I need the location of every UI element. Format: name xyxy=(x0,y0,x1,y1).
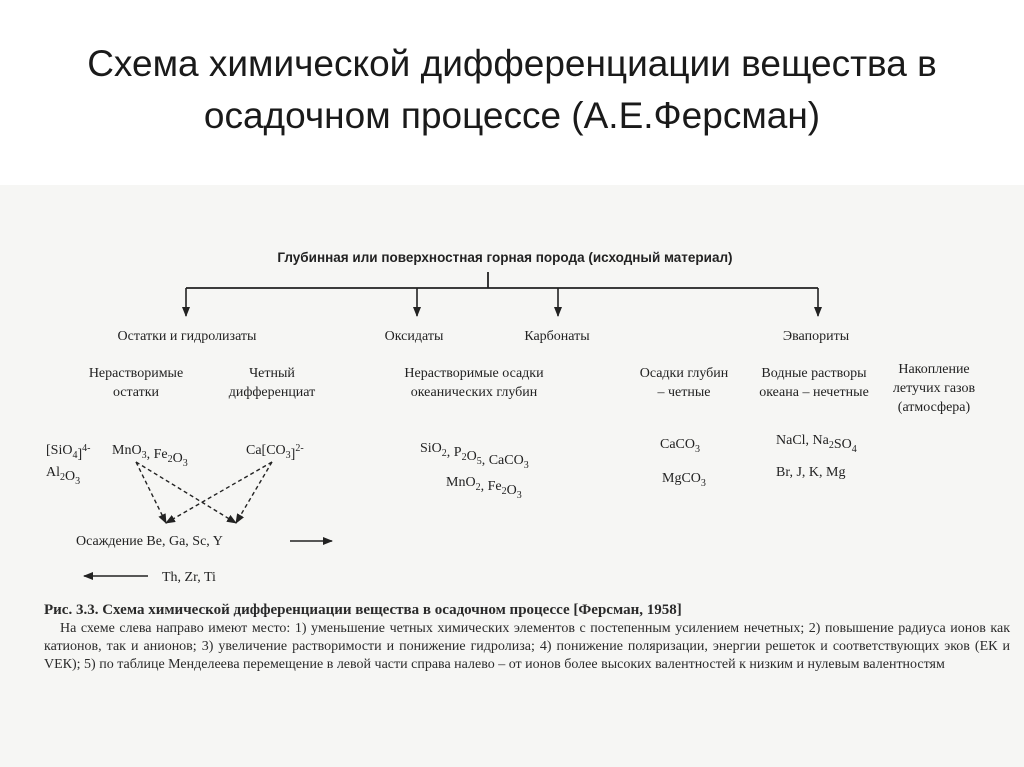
dashed-arrow-cross-1 xyxy=(136,462,236,523)
root-label: Глубинная или поверхностная горная порода (исходный материал) xyxy=(277,250,733,265)
branch-carbonates: Карбонаты xyxy=(524,329,590,344)
ocean-sediments-line1: Нерастворимые осадки xyxy=(404,366,544,381)
insoluble-residues-line1: Нерастворимые xyxy=(88,366,184,381)
precipitation-label: Осаждение Be, Ga, Sc, Y xyxy=(76,534,223,549)
even-differentiate-line2: дифференциат xyxy=(228,385,316,400)
formula-ocean-2: MnO$_2$, $Fe_2O_3$ xyxy=(446,475,522,501)
formula-nacl-na2so4: NaCl, $Na_2SO_4$ xyxy=(776,433,857,455)
slide-title-line2: осадочном процессе (А.Е.Ферсман) xyxy=(203,95,821,136)
branch-evaporites: Эвапориты xyxy=(782,329,850,344)
dashed-arrow-cross-2 xyxy=(166,462,272,523)
caption-title: Рис. 3.3. Схема химической дифференциации вещества в осадочном процессе [Ферсман, 1958] xyxy=(44,602,682,618)
formula-sio4: $[SiO_4]^{4-}$ xyxy=(46,443,91,462)
formula-mgco3: MgCO$_3$ xyxy=(662,471,706,489)
formula-al2o3: $Al_2O_3$ xyxy=(46,465,81,487)
slide-title-line1: Схема химической дифференциации вещества в xyxy=(87,43,937,84)
branch-oxidates: Оксидаты xyxy=(384,329,444,344)
formula-ocean-1: SiO$_2$, $P_2O_5$, CaCO$_3$ xyxy=(420,441,529,471)
elements-label: Th, Zr, Ti xyxy=(162,570,216,585)
gas-accumulation-line2: летучих газов xyxy=(892,381,976,396)
depth-sediments-line2: – четные xyxy=(657,385,711,400)
gas-accumulation-line3: (атмосфера) xyxy=(897,400,971,415)
even-differentiate-line1: Четный xyxy=(249,366,295,381)
ocean-sediments-line2: океанических глубин xyxy=(410,385,538,400)
branch-residues: Остатки и гидролизаты xyxy=(117,329,257,344)
formula-caco3: CaCO$_3$ xyxy=(660,437,700,455)
insoluble-residues-line2: остатки xyxy=(112,385,160,400)
depth-sediments-line1: Осадки глубин xyxy=(639,366,729,381)
water-solutions-line2: океана – нечетные xyxy=(759,385,869,400)
formula-halogens: Br, J, K, Mg xyxy=(776,465,846,480)
figure-caption xyxy=(44,601,1010,674)
formula-ca-co3-ion: $Ca[CO_3]^{2-}$ xyxy=(246,443,304,462)
water-solutions-line1: Водные растворы xyxy=(761,366,867,381)
gas-accumulation-line1: Накопление xyxy=(898,362,970,377)
formula-mno3-fe2o3: MnO$_3$, $Fe_2O_3$ xyxy=(112,443,188,469)
caption-body: На схеме слева направо имеют место: 1) уменьшение четных химических элементов с постепенным усилением нечетных; 2) повышение радиуса ионов как катионов, так и анионов; 3) увеличение растворимости и понижение гидролиза; 4) понижение поляризации, энергии решеток и соответствующих эков (ЕК и VЕК); 5) по таблице Менделеева перемещение в левой части справа налево – от ионов более высоких валентностей к низким и нулевым валентностям xyxy=(44,621,1010,672)
dashed-arrow-right xyxy=(236,462,272,523)
